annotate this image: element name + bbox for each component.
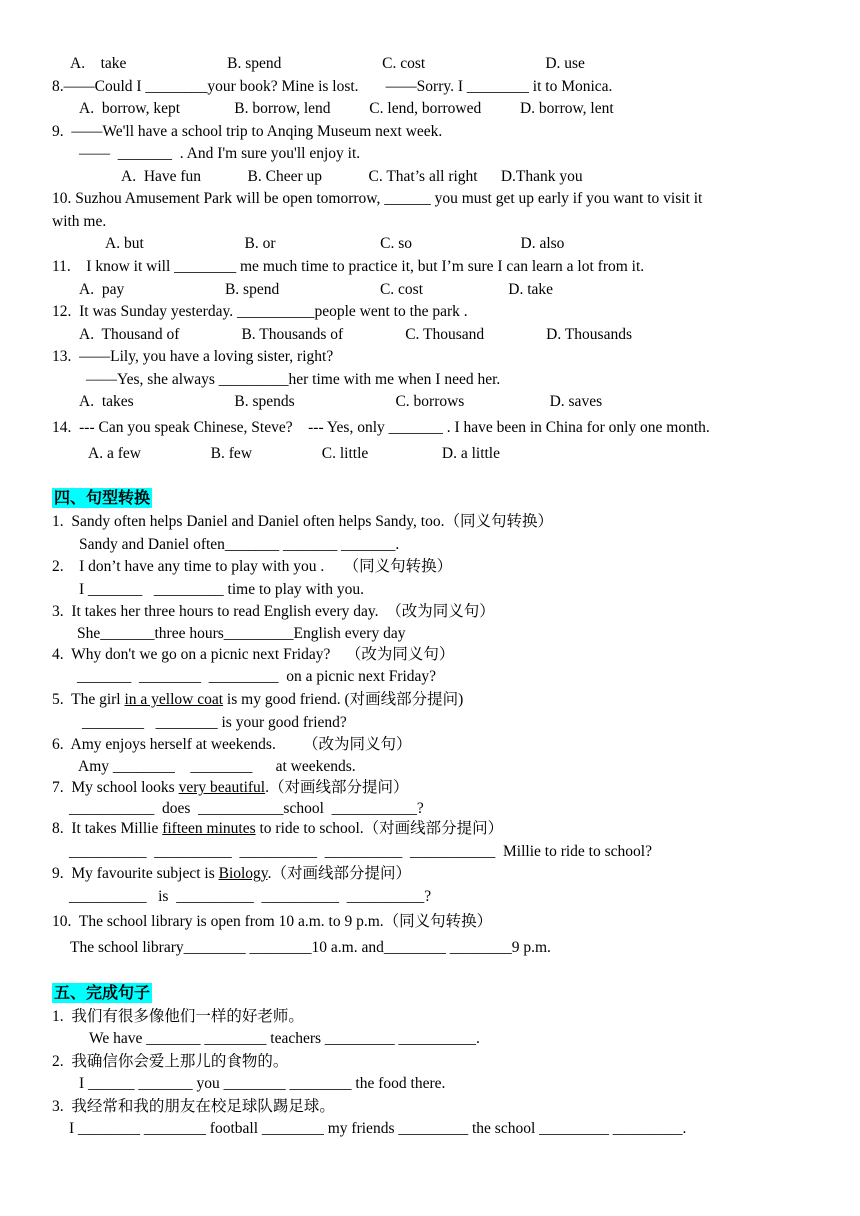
- question-text: 5. The girl: [52, 691, 125, 708]
- text-line: __________ __________ __________ __________ ___________ Millie to ride to school?: [69, 843, 652, 860]
- text-line: 1. 我们有很多像他们一样的好老师。: [52, 1008, 304, 1025]
- question-text: 8. It takes Millie: [52, 820, 163, 837]
- text-line: A. a few B. few C. little D. a little: [88, 445, 500, 462]
- question-text: 9. My favourite subject is: [52, 865, 219, 882]
- text-line: A. borrow, kept B. borrow, lend C. lend, borrowed D. borrow, lent: [79, 100, 614, 117]
- underlined-phrase: Biology: [218, 865, 268, 882]
- text-line: with me.: [52, 213, 107, 230]
- question-instruction: .（对画线部分提问）: [265, 779, 409, 796]
- text-line: —— _______ . And I'm sure you'll enjoy it.: [79, 145, 361, 162]
- text-line: I ______ _______ you ________ ________ the food there.: [79, 1075, 446, 1092]
- text-line: 12. It was Sunday yesterday. __________people went to the park .: [52, 303, 468, 320]
- text-line: A. pay B. spend C. cost D. take: [79, 281, 554, 298]
- question-line: [52, 819, 503, 839]
- text-line: 8.——Could I ________your book? Mine is lost. ——Sorry. I ________ it to Monica.: [52, 78, 613, 95]
- question-instruction: to ride to school.（对画线部分提问）: [255, 820, 504, 837]
- text-line: 1. Sandy often helps Daniel and Daniel often helps Sandy, too.（同义句转换）: [52, 513, 553, 530]
- section-heading: 四、句型转换: [54, 488, 151, 507]
- text-line: 3. 我经常和我的朋友在校足球队踢足球。: [52, 1098, 335, 1115]
- text-line: A. takes B. spends C. borrows D. saves: [79, 393, 603, 410]
- question-line: [52, 864, 411, 884]
- text-line: The school library________ ________10 a.m. and________ ________9 p.m.: [70, 939, 551, 956]
- text-line: I _______ _________ time to play with you.: [79, 581, 365, 598]
- text-line: Amy ________ ________ at weekends.: [78, 758, 356, 775]
- text-line: We have _______ ________ teachers _________ __________.: [89, 1030, 480, 1047]
- text-line: I ________ ________ football ________ my friends _________ the school _________ _________.: [69, 1120, 687, 1137]
- text-line: 3. It takes her three hours to read English every day. （改为同义句）: [52, 603, 495, 620]
- text-line: A. Have fun B. Cheer up C. That’s all right D.Thank you: [121, 168, 583, 185]
- question-instruction: is my good friend. (对画线部分提问): [223, 691, 464, 708]
- text-line: __________ is __________ __________ __________?: [69, 888, 432, 905]
- text-line: 11. I know it will ________ me much time to practice it, but I’m sure I can learn a lot from it.: [52, 258, 645, 275]
- section-heading: 五、完成句子: [54, 983, 151, 1002]
- question-instruction: .（对画线部分提问）: [267, 865, 411, 882]
- text-line: ___________ does ___________school ___________?: [69, 800, 424, 817]
- text-line: 2. 我确信你会爱上那儿的食物的。: [52, 1053, 289, 1070]
- text-line: Sandy and Daniel often_______ _______ _______.: [79, 536, 400, 553]
- text-line: 10. The school library is open from 10 a.m. to 9 p.m.（同义句转换）: [52, 913, 493, 930]
- text-line: 4. Why don't we go on a picnic next Friday? （改为同义句）: [52, 646, 455, 663]
- text-line: A. Thousand of B. Thousands of C. Thousand D. Thousands: [79, 326, 632, 343]
- text-line: A. take B. spend C. cost D. use: [70, 55, 585, 72]
- underlined-phrase: very beautiful: [178, 779, 266, 796]
- underlined-phrase: fifteen minutes: [162, 820, 256, 837]
- text-line: 10. Suzhou Amusement Park will be open tomorrow, ______ you must get up early if you want to visit it: [52, 190, 703, 207]
- question-text: 7. My school looks: [52, 779, 179, 796]
- text-line: 6. Amy enjoys herself at weekends. （改为同义句）: [52, 736, 412, 753]
- text-line: ——Yes, she always _________her time with me when I need her.: [86, 371, 501, 388]
- question-line: [52, 690, 463, 710]
- question-line: [52, 778, 409, 798]
- text-line: She_______three hours_________English every day: [77, 625, 406, 642]
- text-line: 14. --- Can you speak Chinese, Steve? --- Yes, only _______ . I have been in China for only one month.: [52, 419, 710, 436]
- text-line: 2. I don’t have any time to play with you . （同义句转换）: [52, 558, 453, 575]
- text-line: ________ ________ is your good friend?: [82, 714, 347, 731]
- text-line: _______ ________ _________ on a picnic next Friday?: [77, 668, 437, 685]
- underlined-phrase: in a yellow coat: [124, 691, 224, 708]
- text-line: 13. ——Lily, you have a loving sister, right?: [52, 348, 334, 365]
- text-line: A. but B. or C. so D. also: [105, 235, 565, 252]
- text-line: 9. ——We'll have a school trip to Anqing Museum next week.: [52, 123, 443, 140]
